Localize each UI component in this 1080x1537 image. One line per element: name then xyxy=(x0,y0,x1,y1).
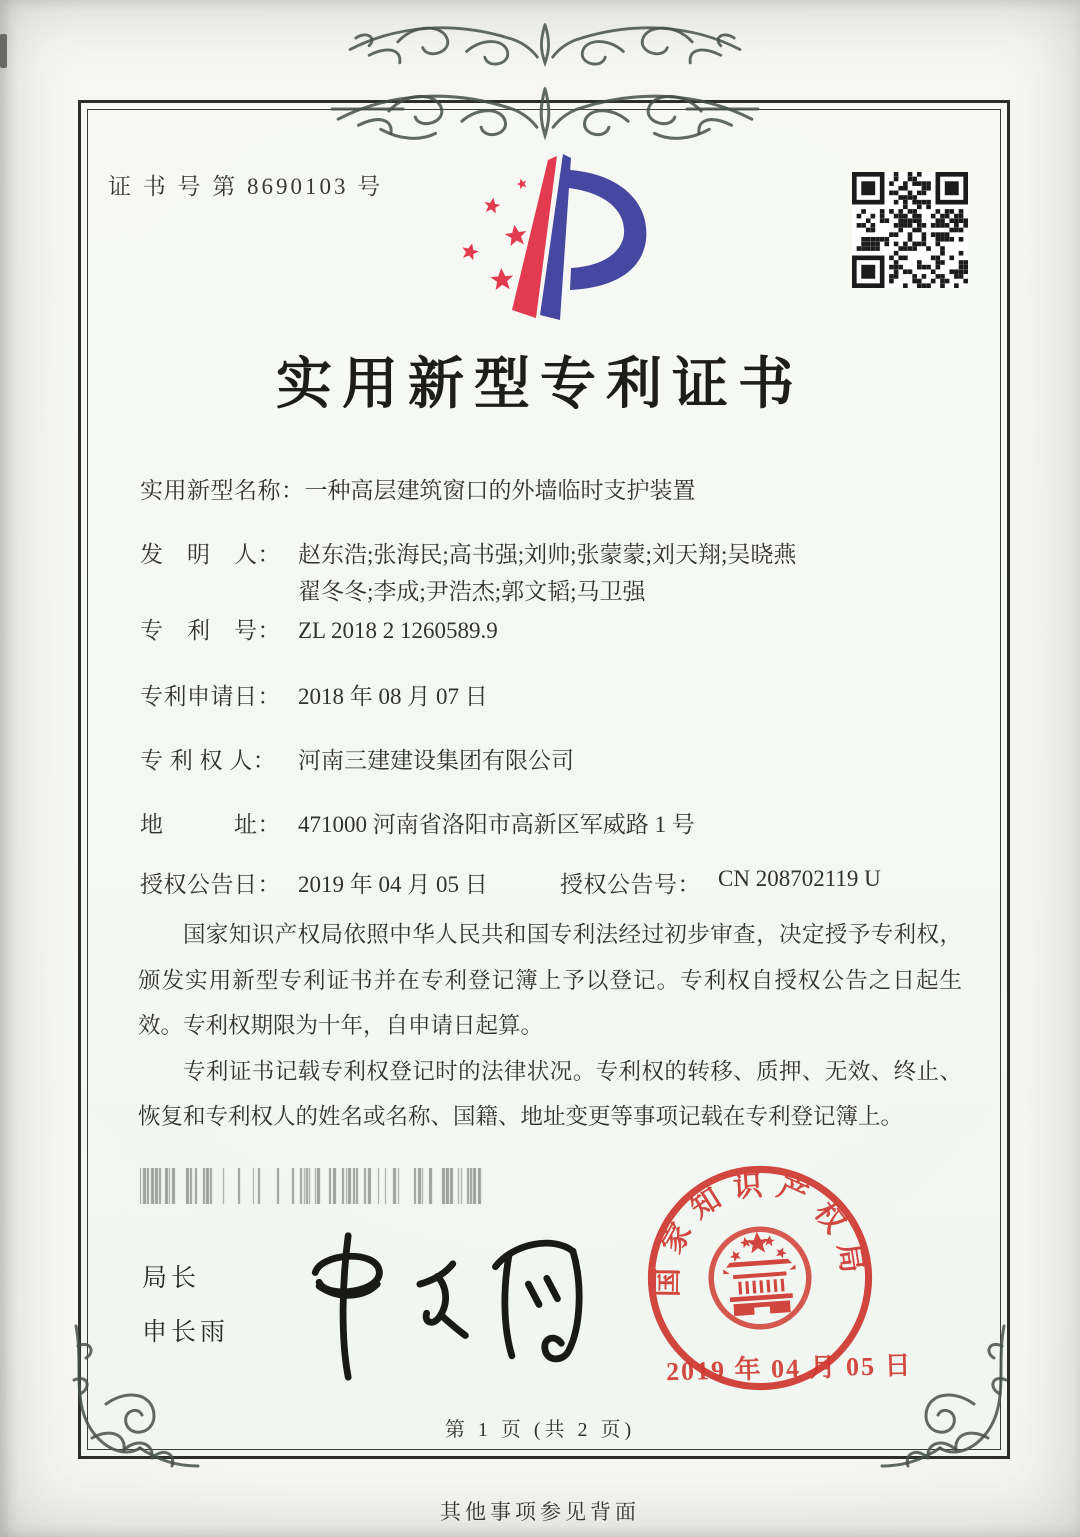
inventors-line-1: 赵东浩;张海民;高书强;刘帅;张蒙蒙;刘天翔;吴晓燕 xyxy=(298,542,797,567)
field-label: 发 明 人： xyxy=(140,542,281,567)
field-label: 专 利 权 人： xyxy=(140,748,277,773)
field-value: 河南三建建设集团有限公司 xyxy=(298,748,574,773)
certificate-number: 证 书 号 第 8690103 号 xyxy=(108,174,384,199)
field-patent-number xyxy=(140,612,970,649)
certificate-title: 实用新型专利证书 xyxy=(276,354,804,416)
handwritten-signature xyxy=(292,1222,602,1387)
signer-title: 局长 xyxy=(142,1264,201,1292)
field-grant-date xyxy=(140,866,560,899)
legal-text xyxy=(138,912,962,1140)
legal-paragraph-1: 国家知识产权局依照中华人民共和国专利法经过初步审查，决定授予专利权，颁发实用新型专利证书并在专利登记簿上予以登记。专利权自授权公告之日起生效。专利权期限为十年，自申请日起算。 xyxy=(138,922,962,1038)
legal-paragraph-2: 专利证书记载专利权登记时的法律状况。专利权的转移、质押、无效、终止、恢复和专利权人的姓名或名称、国籍、地址变更等事项记载在专利登记簿上。 xyxy=(138,1058,962,1129)
field-value: CN 208702119 U xyxy=(718,866,881,891)
seal-ring-text: 国家知识产权局 xyxy=(652,1169,870,1298)
field-value: 一种高层建筑窗口的外墙临时支护装置 xyxy=(304,478,696,503)
field-value: 471000 河南省洛阳市高新区军威路 1 号 xyxy=(298,812,695,837)
photo-edge-mark xyxy=(0,34,7,68)
field-label: 专利申请日： xyxy=(140,684,281,709)
field-value: 2018 年 08 月 07 日 xyxy=(298,684,488,709)
qr-code xyxy=(852,172,968,288)
field-filing-date xyxy=(140,678,970,715)
field-patentee xyxy=(140,742,970,779)
field-grant-info xyxy=(140,866,970,899)
signer-block xyxy=(142,1258,229,1348)
field-label: 授权公告号： xyxy=(560,872,701,897)
back-side-note: 其他事项参见背面 xyxy=(440,1500,640,1524)
page-indicator: 第 1 页 (共 2 页) xyxy=(444,1419,636,1441)
field-value: 2019 年 04 月 05 日 xyxy=(298,872,488,897)
cnipa-logo xyxy=(430,148,670,328)
field-grant-number xyxy=(560,866,881,899)
inventors-line-2: 翟冬冬;李成;尹浩杰;郭文韬;马卫强 xyxy=(298,579,646,604)
field-label: 实用新型名称： xyxy=(140,478,305,503)
barcode xyxy=(140,1168,490,1204)
field-inventors xyxy=(140,536,970,610)
national-emblem xyxy=(708,1226,812,1330)
field-address xyxy=(140,806,970,843)
field-label: 地 址： xyxy=(140,812,281,837)
field-value: ZL 2018 2 1260589.9 xyxy=(298,618,498,643)
signer-name: 申长雨 xyxy=(142,1318,230,1346)
field-label: 专 利 号： xyxy=(140,618,281,643)
field-label: 授权公告日： xyxy=(140,872,281,897)
seal-date: 2019 年 04 月 05 日 xyxy=(665,1350,913,1387)
field-utility-model-name xyxy=(140,472,970,509)
field-value xyxy=(298,536,970,610)
